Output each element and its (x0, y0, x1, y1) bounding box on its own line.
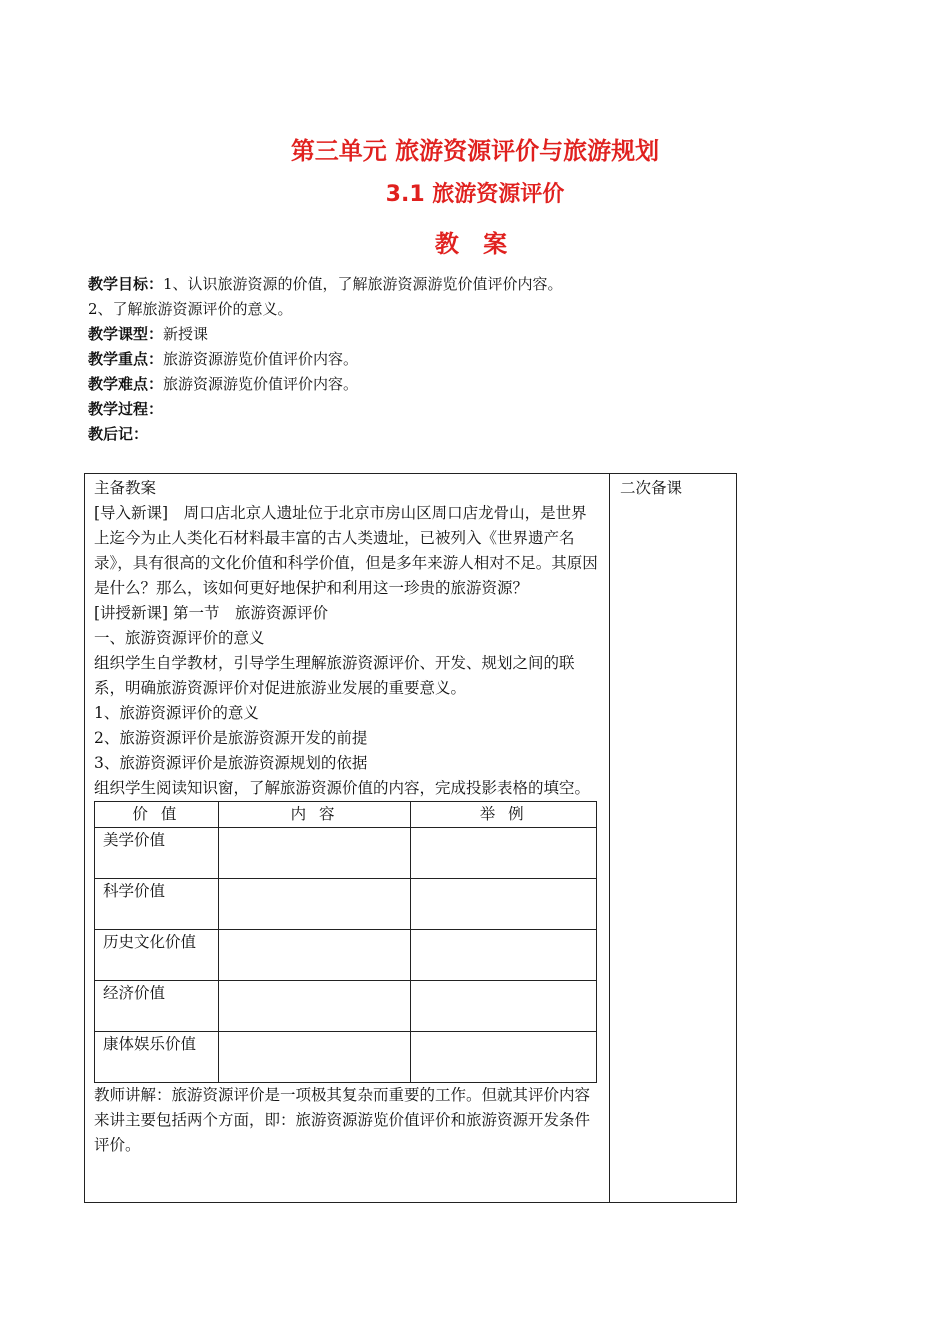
meta-focus: 教学重点：旅游资源游览价值评价内容。 (88, 350, 359, 368)
meta-goals-2: 2、了解旅游资源评价的意义。 (88, 300, 293, 318)
table-cell-blank[interactable] (411, 981, 597, 1032)
table-row (95, 930, 597, 981)
title-block (0, 130, 950, 270)
table-cell-blank[interactable] (218, 1032, 411, 1083)
table-cell-blank[interactable] (411, 930, 597, 981)
meta-notes: 教后记： (88, 425, 149, 443)
meta-process: 教学过程： (88, 400, 164, 418)
table-header-cell: 内 容 (218, 802, 411, 828)
table-cell-blank[interactable] (218, 981, 411, 1032)
table-cell-blank[interactable] (411, 828, 597, 879)
point-item: 3、旅游资源评价是旅游资源规划的依据 (94, 754, 368, 772)
main-plan-column (94, 476, 602, 1158)
lesson-meta (88, 272, 738, 447)
table-header-cell: 价 值 (95, 802, 219, 828)
table-cell-blank[interactable] (218, 930, 411, 981)
table-cell-value-type: 科学价值 (95, 879, 219, 930)
meta-type: 教学课型：新授课 (88, 325, 209, 343)
point-item: 1、旅游资源评价的意义 (94, 704, 259, 722)
doc-title: 教 案 (434, 230, 516, 258)
table-cell-value-type: 康体娱乐价值 (95, 1032, 219, 1083)
table-row (95, 981, 597, 1032)
table-row (95, 879, 597, 930)
table-cell-value-type: 历史文化价值 (95, 930, 219, 981)
column-divider (609, 474, 610, 1203)
table-header-row (95, 802, 597, 828)
table-cell-value-type: 美学价值 (95, 828, 219, 879)
intro-paragraph: [导入新课] 周口店北京人遗址位于北京市房山区周口店龙骨山，是世界上迄今为止人类化石材料最丰富的古人类遗址，已被列入《世界遗产名录》，具有很高的文化价值和科学价值，但是多年来游人相对不足。其原因是什么？那么，该如何更好地保护和利用这一珍贵的旅游资源？ (94, 504, 598, 597)
value-table (94, 801, 597, 1083)
teacher-explanation: 教师讲解：旅游资源评价是一项极其复杂而重要的工作。但就其评价内容来讲主要包括两个方面，即：旅游资源游览价值评价和旅游资源开发条件评价。 (94, 1086, 591, 1154)
paragraph: 组织学生自学教材，引导学生理解旅游资源评价、开发、规划之间的联系，明确旅游资源评价对促进旅游业发展的重要意义。 (94, 654, 575, 697)
table-row (95, 828, 597, 879)
side-header: 二次备课 (620, 479, 683, 497)
paragraph: 组织学生阅读知识窗，了解旅游资源价值的内容，完成投影表格的填空。 (94, 779, 591, 797)
new-lesson-heading: [讲授新课] 第一节 旅游资源评价 (94, 604, 329, 622)
meta-difficulty: 教学难点：旅游资源游览价值评价内容。 (88, 375, 359, 393)
lesson-title: 3.1 旅游资源评价 (385, 182, 565, 207)
table-header-cell: 举 例 (411, 802, 597, 828)
table-cell-value-type: 经济价值 (95, 981, 219, 1032)
section-heading: 一、旅游资源评价的意义 (94, 629, 265, 647)
table-cell-blank[interactable] (411, 1032, 597, 1083)
unit-title: 第三单元 旅游资源评价与旅游规划 (290, 137, 660, 165)
table-row (95, 1032, 597, 1083)
main-header: 主备教案 (94, 479, 157, 497)
secondary-plan-column (620, 476, 682, 501)
table-cell-blank[interactable] (218, 828, 411, 879)
point-item: 2、旅游资源评价是旅游资源开发的前提 (94, 729, 368, 747)
table-cell-blank[interactable] (411, 879, 597, 930)
table-cell-blank[interactable] (218, 879, 411, 930)
meta-goals: 教学目标：1、认识旅游资源的价值，了解旅游资源游览价值评价内容。 (88, 275, 563, 293)
